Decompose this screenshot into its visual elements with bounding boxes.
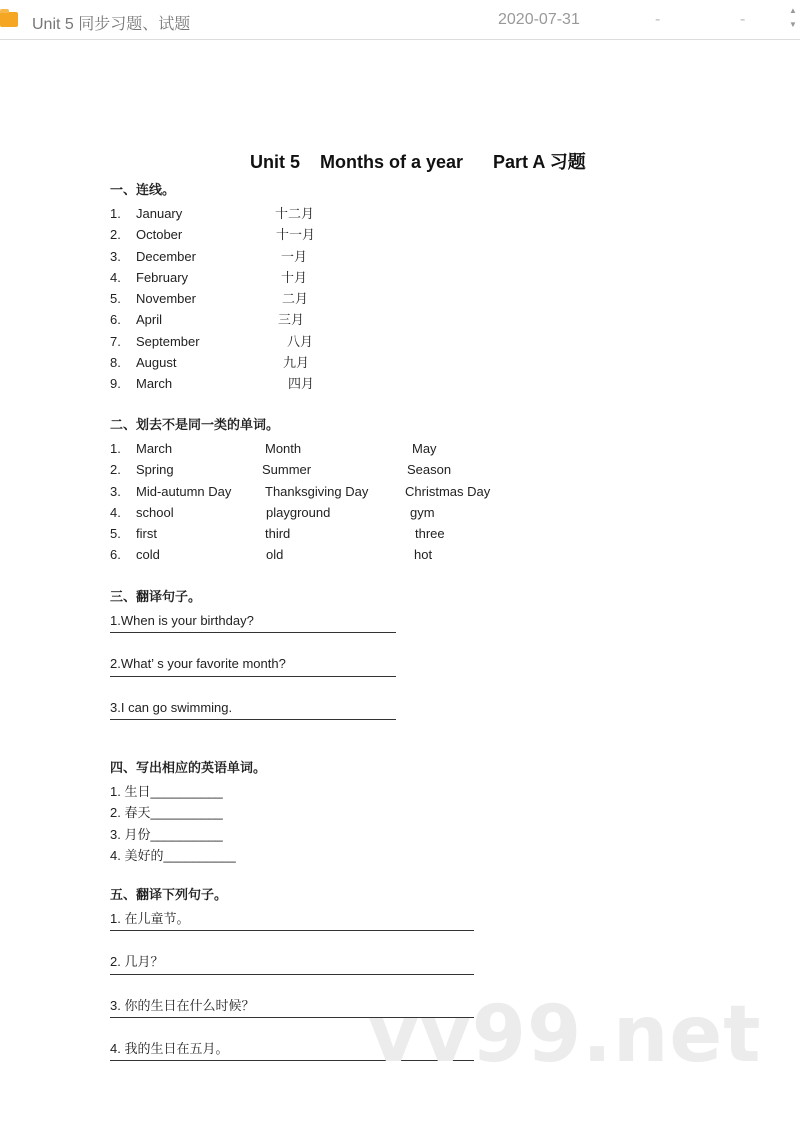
item-number: 1. xyxy=(110,441,121,456)
answer-line xyxy=(110,930,474,931)
word-1: Mid-autumn Day xyxy=(136,483,232,499)
chinese-month: 二月 xyxy=(282,291,309,307)
item-number: 7. xyxy=(110,333,121,349)
word-3: hot xyxy=(414,547,433,563)
english-month: November xyxy=(136,291,196,307)
section-heading: 一、连线。 xyxy=(110,182,176,197)
list-item xyxy=(110,309,305,330)
sentence: 1.When is your birthday? xyxy=(110,613,254,628)
sentence: 2.What’ s your favorite month? xyxy=(110,656,286,672)
list-item xyxy=(110,288,309,309)
list-item xyxy=(110,246,308,267)
english-month: August xyxy=(136,355,177,371)
word-2: Summer xyxy=(262,462,312,478)
chinese-month: 九月 xyxy=(283,355,310,371)
list-item xyxy=(110,438,437,459)
section-heading: 三、翻译句子。 xyxy=(110,589,202,604)
answer-line xyxy=(110,719,396,720)
item-number: 1. xyxy=(110,206,121,221)
file-type: - xyxy=(740,11,746,28)
sentence: 4. 我的生日在五月。 xyxy=(110,1040,229,1056)
watermark: vv99.net xyxy=(368,990,762,1080)
list-item xyxy=(110,224,316,245)
item-number: 2. xyxy=(110,227,121,243)
list-item xyxy=(110,331,314,352)
file-list-row[interactable] xyxy=(0,0,800,40)
section-write-words xyxy=(110,758,266,866)
answer-line xyxy=(110,632,396,633)
file-date: 2020-07-31 xyxy=(498,11,580,28)
answer-line xyxy=(110,974,474,975)
answer-line xyxy=(110,676,396,677)
english-month: March xyxy=(136,376,173,392)
item-number: 3. xyxy=(110,248,121,264)
word-1: cold xyxy=(136,547,160,563)
english-month: December xyxy=(136,248,196,264)
word-3: gym xyxy=(410,504,435,520)
english-month: October xyxy=(136,227,183,243)
sentence: 3. 你的生日在什么时候？ xyxy=(110,997,255,1013)
english-month: January xyxy=(136,206,183,221)
section-odd-one-out xyxy=(110,415,491,566)
word-2: third xyxy=(265,526,291,542)
item-number: 4. xyxy=(110,504,121,520)
word-3: Christmas Day xyxy=(405,483,491,499)
word-1: Spring xyxy=(136,462,174,478)
section-matching xyxy=(110,180,316,395)
folder-icon xyxy=(0,12,18,27)
list-item: 2. 春天__________ xyxy=(110,805,223,821)
file-size: - xyxy=(655,11,661,28)
list-item xyxy=(110,373,315,394)
english-month: February xyxy=(136,269,189,285)
list-item xyxy=(110,523,445,544)
item-number: 8. xyxy=(110,355,121,371)
section-translate-sentences xyxy=(110,587,396,740)
sentence: 3.I can go swimming. xyxy=(110,699,233,715)
item-number: 6. xyxy=(110,547,121,563)
chinese-month: 八月 xyxy=(287,333,314,349)
word-2: old xyxy=(266,547,284,563)
word-3: Season xyxy=(407,462,452,478)
list-item xyxy=(110,459,452,480)
list-item xyxy=(110,352,310,373)
list-item xyxy=(110,203,315,224)
file-title[interactable]: Unit 5 同步习题、试题 xyxy=(32,16,191,33)
item-number: 2. xyxy=(110,462,121,478)
chinese-month: 一月 xyxy=(281,248,308,264)
list-item: 4. 美好的__________ xyxy=(110,847,236,863)
english-month: April xyxy=(136,312,163,328)
list-item: 3. 月份__________ xyxy=(110,826,223,842)
item-number: 3. xyxy=(110,483,121,499)
word-1: school xyxy=(136,504,174,520)
word-1: March xyxy=(136,441,173,456)
list-item xyxy=(110,502,435,523)
list-item xyxy=(110,267,308,288)
page-title: Unit 5 Months of a year Part A 习题 xyxy=(250,152,586,172)
word-3: three xyxy=(415,526,445,542)
list-item xyxy=(110,481,491,502)
list-item: 1. 生日__________ xyxy=(110,784,223,799)
item-number: 9. xyxy=(110,376,121,392)
word-3: May xyxy=(412,441,437,456)
chinese-month: 十一月 xyxy=(276,227,316,243)
list-item xyxy=(110,544,433,565)
item-number: 4. xyxy=(110,269,121,285)
section-heading: 四、写出相应的英语单词。 xyxy=(110,760,267,775)
sentence: 1. 在儿童节。 xyxy=(110,911,190,926)
section-heading: 五、翻译下列句子。 xyxy=(110,887,228,902)
item-number: 6. xyxy=(110,312,121,328)
chinese-month: 四月 xyxy=(288,376,315,392)
word-2: playground xyxy=(266,504,331,520)
item-number: 5. xyxy=(110,526,121,542)
chinese-month: 三月 xyxy=(278,312,305,328)
item-number: 5. xyxy=(110,291,121,307)
sentence: 2. 几月？ xyxy=(110,954,164,970)
chinese-month: 十二月 xyxy=(275,206,315,221)
chinese-month: 十月 xyxy=(281,269,308,285)
word-1: first xyxy=(136,526,157,542)
english-month: September xyxy=(136,333,200,349)
section-heading: 二、划去不是同一类的单词。 xyxy=(110,417,280,432)
word-2: Thanksgiving Day xyxy=(265,483,369,499)
word-2: Month xyxy=(265,441,302,456)
scrollbar[interactable]: ▲ ▼ xyxy=(789,6,797,29)
